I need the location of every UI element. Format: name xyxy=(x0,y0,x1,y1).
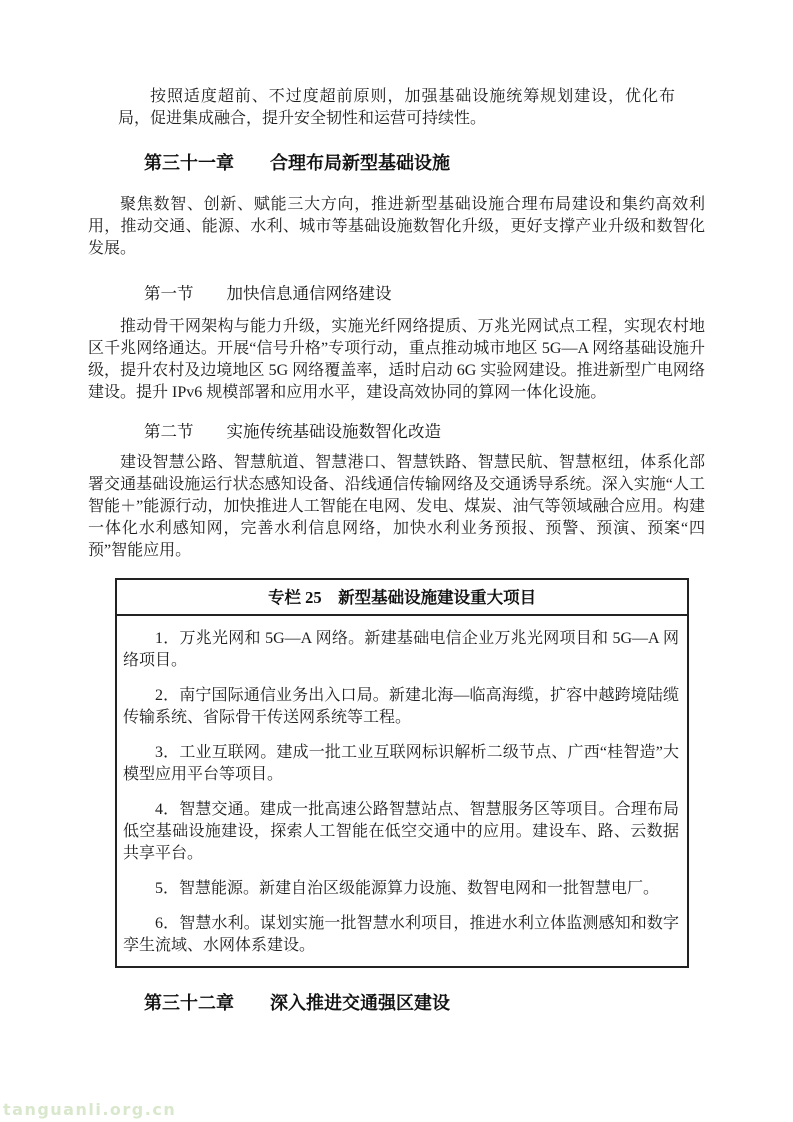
chapter-32-heading: 第三十二章 深入推进交通强区建设 xyxy=(144,993,450,1013)
box-item-5: 5．智慧能源。新建自治区级能源算力设施、数智电网和一批智慧电厂。 xyxy=(155,880,660,897)
feature-box-25 xyxy=(115,578,689,968)
section-2-paragraph: 建设智慧公路、智慧航道、智慧港口、智慧铁路、智慧民航、智慧枢纽，体系化部署交通基础设施运行状态感知设备、沿线通信传输网络及交通诱导系统。深入实施“人工智能＋”能源行动，加快推进人工智能在电网、发电、煤炭、油气等领域融合应用。构建一体化水利感知网，完善水利信息网络，加快水利业务预报、预警、预演、预案“四预”智能应用。 xyxy=(88,454,705,559)
section-1-heading: 第一节 加快信息通信网络建设 xyxy=(144,284,392,303)
section-1-paragraph: 推动骨干网架构与能力升级，实施光纤网络提质、万兆光网试点工程，实现农村地区千兆网络通达。开展“信号升格”专项行动，重点推动城市地区 5G—A 网络基础设施升级，提升农村及边境地区 5G 网络覆盖率，适时启动 6G 实验网建设。推进新型广电网络建设。提升 IPv6 规模部署和应用水平，建设高效协同的算网一体化设施。 xyxy=(88,318,705,401)
intro-paragraph: 按照适度超前、不过度超前原则，加强基础设施统筹规划建设，优化布局，促进集成融合，提升安全韧性和运营可持续性。 xyxy=(118,88,675,127)
box-item-1: 1．万兆光网和 5G—A 网络。新建基础电信企业万兆光网项目和 5G—A 网络项目。 xyxy=(123,630,679,669)
box-item-2: 2．南宁国际通信业务出入口局。新建北海—临高海缆，扩容中越跨境陆缆传输系统、省际骨干传送网系统等工程。 xyxy=(123,687,679,726)
chapter-31-heading: 第三十一章 合理布局新型基础设施 xyxy=(144,153,450,173)
box-item-3: 3．工业互联网。建成一批工业互联网标识解析二级节点、广西“桂智造”大模型应用平台等项目。 xyxy=(123,744,679,783)
box-item-4: 4．智慧交通。建成一批高速公路智慧站点、智慧服务区等项目。合理布局低空基础设施建设，探索人工智能在低空交通中的应用。建设车、路、云数据共享平台。 xyxy=(123,801,679,862)
section-2-heading: 第二节 实施传统基础设施数智化改造 xyxy=(144,422,441,441)
watermark: tanguanli.org.cn xyxy=(3,1100,177,1119)
chapter-31-lead-paragraph: 聚焦数智、创新、赋能三大方向，推进新型基础设施合理布局建设和集约高效利用，推动交通、能源、水利、城市等基础设施数智化升级，更好支撑产业升级和数智化发展。 xyxy=(88,196,705,257)
feature-box-title: 专栏 25 新型基础设施建设重大项目 xyxy=(117,580,687,616)
box-item-6: 6．智慧水利。谋划实施一批智慧水利项目，推进水利立体监测感知和数字孪生流域、水网体系建设。 xyxy=(123,915,679,954)
feature-box-body xyxy=(117,616,687,966)
